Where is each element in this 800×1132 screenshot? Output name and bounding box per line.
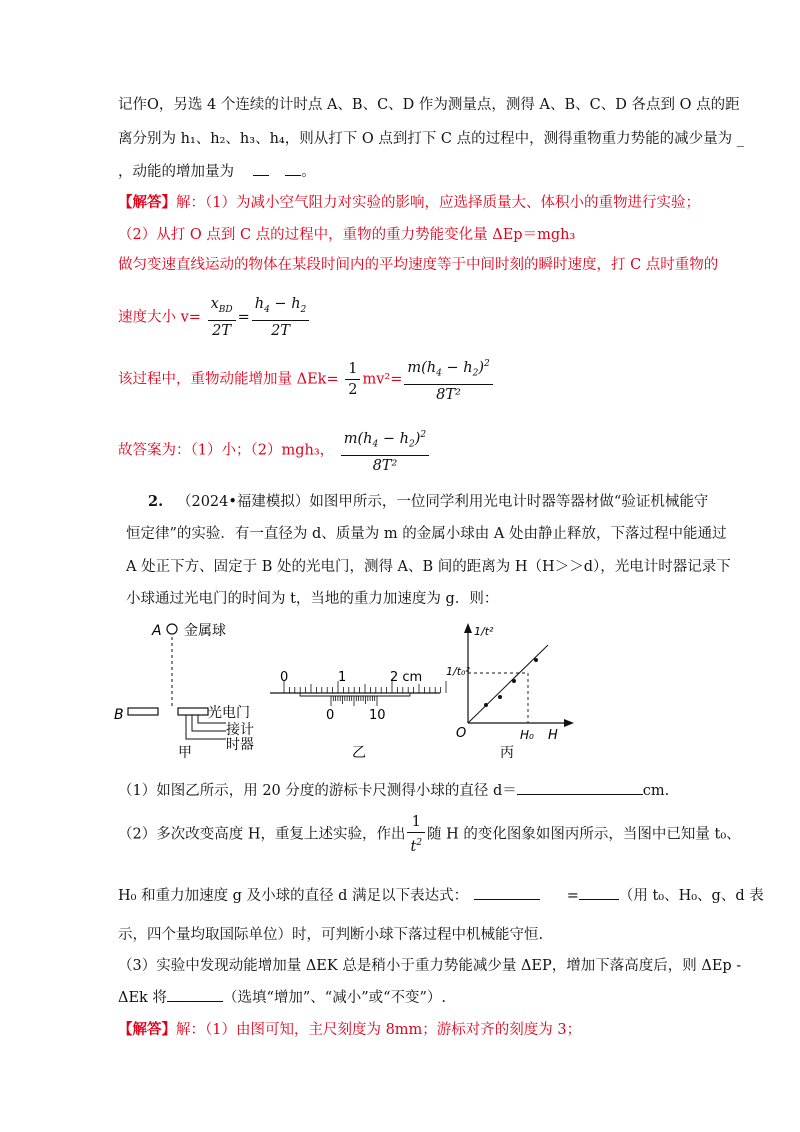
bing-y-label: 1/t² — [474, 625, 494, 638]
label-B: B — [114, 707, 124, 723]
yi-tick-2: 2 cm — [390, 670, 423, 685]
answer-tag: 【解答】 — [118, 194, 176, 211]
answer1-velocity: 速度大小 v= $\frac{x_{BD}}{2T}$ = $\frac{h_4 - h_2}{2T}$ — [118, 294, 311, 341]
diameter-blank[interactable] — [517, 780, 643, 795]
yi-vtick-0: 0 — [326, 708, 335, 723]
data-point — [498, 695, 502, 699]
mv2-text: mv²= — [362, 371, 403, 388]
velocity-fraction-1: $\frac{x_{BD}}{2T}$ — [208, 294, 236, 341]
yi-tick-1: 1 — [338, 670, 347, 685]
yi-tick-0: 0 — [280, 670, 289, 685]
final-prefix: 故答案为：（1）小；（2）mgh₃， — [118, 442, 335, 459]
photogate-right — [178, 708, 208, 715]
answer1-line2: （2）从打 O 点到 C 点的过程中，重物的重力势能变化量 ΔEp＝mgh₃ — [118, 227, 576, 243]
answer2-line1: 【解答】解：（1）由图可知，主尺刻度为 8mm；游标对齐的刻度为 3； — [118, 1021, 582, 1038]
problem1-line3-text: ，动能的增加量为 — [118, 164, 234, 180]
kinetic-prefix: 该过程中，重物动能增加量 ΔEk= — [118, 371, 339, 388]
problem2-line4: 小球通过光电门的时间为 t，当地的重力加速度为 g．则： — [126, 591, 499, 607]
bing-y0-label: 1/t₀² — [446, 665, 470, 678]
expression-blank-2[interactable] — [579, 885, 619, 900]
photogate-left — [128, 708, 158, 715]
bing-origin: O — [456, 726, 467, 741]
answer1-line1 — [118, 193, 700, 213]
answer-blank[interactable] — [253, 161, 269, 176]
figure-yi — [270, 670, 446, 761]
label-gate3: 时器 — [226, 737, 254, 753]
problem2-line2: 恒定律”的实验．有一直径为 d、质量为 m 的金属小球由 A 处由静止释放，下落过程中能通过 — [126, 526, 727, 542]
caption-yi: 乙 — [352, 745, 366, 761]
half-fraction: $\frac{1}{2}$ — [345, 359, 360, 400]
final-fraction: $\frac{m(h_4 - h_2)^2}{\text{8T²}}$ — [341, 425, 429, 476]
caption-jia: 甲 — [178, 745, 192, 761]
answer-blank[interactable] — [285, 161, 301, 176]
problem-number: 2. — [148, 493, 164, 510]
velocity-fraction-2: $\frac{h_4 - h_2}{2T}$ — [252, 294, 310, 341]
question2-line2: H₀ 和重力加速度 g 及小球的直径 d 满足以下表达式： = （用 t₀、H₀、g、d 表 — [118, 885, 764, 906]
data-point — [484, 703, 488, 707]
label-ball: 金属球 — [184, 623, 226, 639]
caption-bing: 丙 — [500, 745, 514, 761]
figure-jia — [114, 623, 254, 761]
velocity-prefix: 速度大小 v= — [118, 309, 201, 326]
question3-line2: ΔEk 将 （选填“增加”、“减小”或“不变”）. — [118, 987, 446, 1008]
question1: （1）如图乙所示，用 20 分度的游标卡尺测得小球的直径 d＝ cm. — [118, 780, 669, 801]
problem1-line2: 离分别为 h₁、h₂、h₃、h₄，则从打下 O 点到打下 C 点的过程中，测得重物重力势能的减少量为 _ — [118, 131, 744, 147]
problem1-line1: 记作O，另选 4 个连续的计时点 A、B、C、D 作为测量点，测得 A、B、C、D 各点到 O 点的距 — [118, 97, 740, 113]
answer1-kinetic — [118, 354, 495, 405]
answer-tag: 【解答】 — [118, 1021, 176, 1038]
problem2-line1: 2. （2024•福建模拟）如图甲所示，一位同学利用光电计时器等器材做“验证机械能守 — [148, 493, 709, 510]
figures — [0, 615, 800, 785]
expression-blank-1[interactable] — [474, 885, 540, 900]
label-gate1: 光电门 — [208, 705, 250, 721]
change-blank[interactable] — [167, 987, 223, 1002]
problem1-line3 — [118, 161, 316, 182]
inverse-t2-fraction: $\frac{1}{t^2}$ — [407, 812, 425, 857]
bing-H0: H₀ — [520, 728, 534, 742]
problem1-line3-end: 。 — [301, 164, 316, 180]
figure-bing — [446, 623, 574, 761]
answer1-final — [118, 425, 431, 476]
kinetic-fraction: $\frac{m(h_4 - h_2)^2}{\text{8T²}}$ — [404, 354, 492, 405]
data-point — [534, 658, 538, 662]
question2-line1: （2）多次改变高度 H，重复上述实验，作出 $\frac{1}{t^2}$ 随 H 的变化图象如图丙所示，当图中已知量 t₀、 — [118, 814, 741, 855]
label-A: A — [152, 623, 162, 639]
yi-vtick-10: 10 — [369, 708, 386, 723]
answer1-text1: 解：（1）为减小空气阻力对实验的影响，应选择质量大、体积小的重物进行实验； — [176, 195, 700, 211]
answer1-line3: 做匀变速直线运动的物体在某段时间内的平均速度等于中间时刻的瞬时速度，打 C 点时重物的 — [118, 257, 719, 273]
problem2-line3: A 处正下方、固定于 B 处的光电门，测得 A、B 间的距离为 H（H＞＞d），光电计时器记录下 — [126, 559, 731, 575]
data-point — [512, 679, 516, 683]
question2-line3: 示，四个量均取国际单位）时，可判断小球下落过程中机械能守恒. — [118, 927, 544, 943]
vernier-scale-ticks — [331, 696, 377, 706]
bing-H: H — [548, 728, 558, 743]
metal-ball — [167, 624, 177, 634]
question3-line1: （3）实验中发现动能增加量 ΔEK 总是稍小于重力势能减少量 ΔEP，增加下落高度后，则 ΔEp - — [118, 958, 742, 974]
label-gate2: 接计 — [226, 722, 254, 738]
